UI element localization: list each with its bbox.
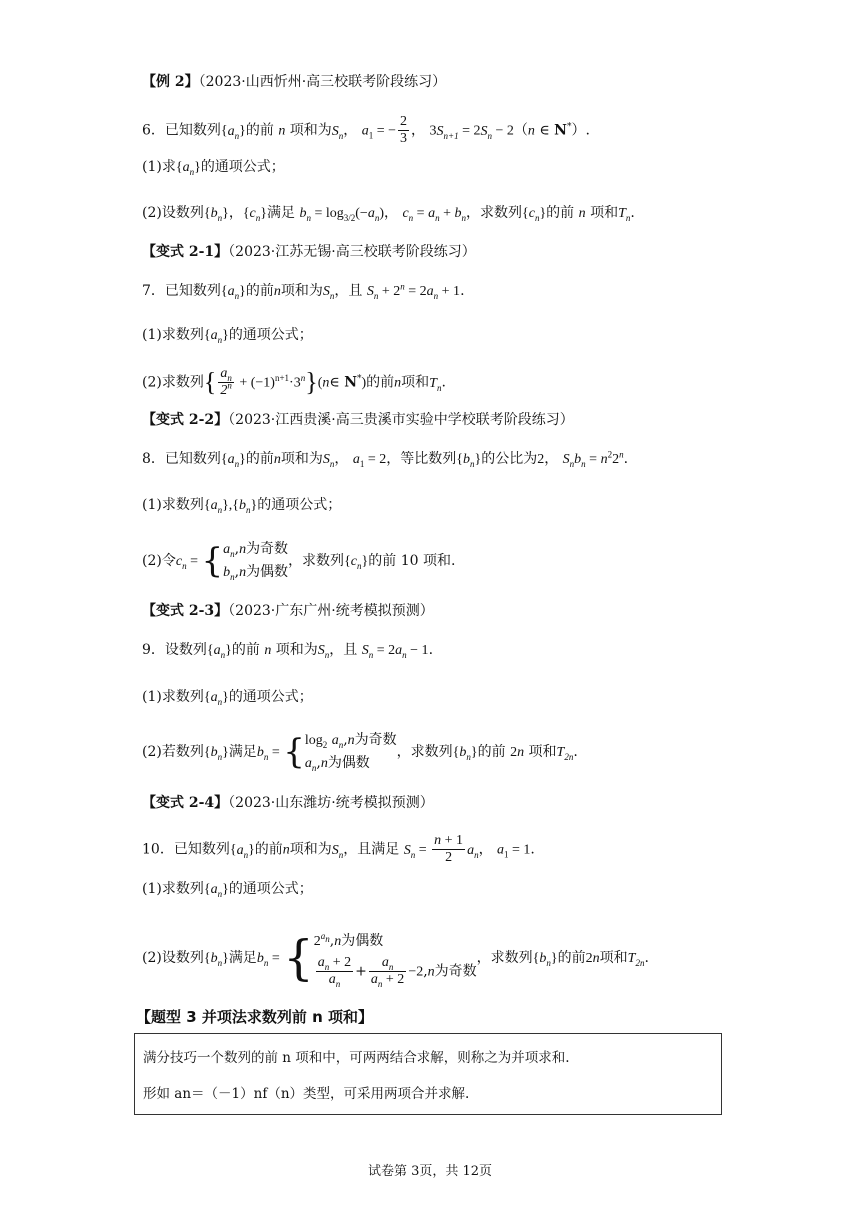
q6-text: 6．已知数列	[142, 122, 221, 139]
variant-2-4-header	[142, 793, 434, 813]
q10-case2: 为奇数	[434, 963, 477, 980]
q6-part-2: (2)设数列$\{b_n\}$，$\{c_n\}$满足 $b_n = \log_{3/2}(-a_n)$， $c_n = a_n + b_n$，求数列$\{c_n\}$的前 n 项和$T_n$.	[142, 205, 635, 223]
q7-p2-text-c: 项和	[401, 374, 430, 391]
q9-p1-text: (1)求数列	[142, 689, 204, 705]
q6-part-1: (1)求$\{a_n\}$的通项公式；	[142, 159, 285, 177]
q7-p1-text-b: 的通项公式；	[228, 327, 313, 343]
variant-tag: 【变式 2-1】	[142, 244, 229, 260]
q8-p2-text: (2)令	[142, 553, 176, 569]
q9-case1: 为奇数	[354, 732, 397, 748]
q10-p1-text-b: 的通项公式；	[228, 881, 313, 897]
q9-p2-text-c: ，求数列	[396, 744, 453, 760]
variant-source: （2023·广东广州·统考模拟预测）	[228, 603, 434, 619]
q6-text-c: 项和为	[289, 122, 332, 139]
example-source: （2023·山西忻州·高三校联考阶段练习）	[198, 74, 447, 90]
q10-p1-text: (1)求数列	[142, 881, 204, 897]
q7-part-1: (1)求数列$\{a_n\}$的通项公式；	[142, 327, 313, 345]
q10-p2-text-b: 满足	[228, 950, 257, 966]
question-9: 9．设数列$\{a_n\}$的前 n 项和为$S_n$，且 $S_n = 2a_n - 1$.	[142, 642, 434, 660]
q7-text: 7．已知数列	[142, 283, 221, 299]
q8-text: 8．已知数列	[142, 451, 221, 467]
tips-line-1: 满分技巧一个数列的前 n 项和中，可两两结合求解，则称之为并项求和.	[143, 1050, 570, 1066]
variant-source: （2023·山东潍坊·统考模拟预测）	[228, 795, 434, 811]
variant-tag: 【变式 2-3】	[142, 603, 229, 619]
section-title: 【题型 3 并项法求数列前 n 项和】	[136, 1008, 374, 1026]
q10-case1: 为偶数	[341, 933, 384, 949]
q9-case2: 为偶数	[327, 755, 370, 771]
q6-p2-text-d: 的前	[546, 205, 575, 221]
q9-text-c: 项和为	[275, 642, 318, 658]
q6-p2-text-b: 满足	[267, 205, 295, 221]
q10-p2-text-c: ，求数列	[476, 950, 533, 966]
q7-p2-text: (2)求数列	[142, 374, 204, 391]
variant-2-1-header	[142, 242, 476, 262]
q9-p2-text-e: 项和	[528, 744, 557, 760]
page-footer: 试卷第 3页，共 12页	[367, 1164, 493, 1179]
question-8: 8．已知数列$\{a_n\}$的前n项和为$S_n$， $a_1 = 2$，等比数列$\{b_n\}$的公比为2， $S_nb_n = n^22^n$.	[142, 449, 629, 469]
q10-text: 10．已知数列	[142, 841, 230, 858]
q6-p2-text-c: ，求数列	[465, 205, 522, 221]
q8-p2-text-c: 的前 10 项和.	[368, 553, 456, 569]
variant-2-3-header	[142, 601, 434, 621]
tips-line-2: 形如 an＝（－1）nf（n）类型，可采用两项合并求解.	[143, 1086, 470, 1102]
q10-text-b: 的前	[254, 841, 283, 858]
q6-p2-text-e: 项和	[590, 205, 619, 221]
q7-part-2: (2)求数列{ $\frac{a_n}{2^n}$ + $(-1)^{n+1}\cdot 3^n\}(n\in$ N*)的前n项和$T_n$.	[142, 366, 446, 398]
q9-text: 9．设数列	[142, 642, 207, 658]
q10-part-1: (1)求数列$\{a_n\}$的通项公式；	[142, 881, 313, 899]
q8-p1-text: (1)求数列	[142, 497, 204, 513]
q10-p2-text-d: 的前	[557, 950, 586, 966]
q8-text-c: 项和为	[280, 451, 323, 467]
q9-part-2: (2)若数列$\{b_n\}$满足$b_n$ = { $\log_2 a_n,n$为奇数 $a_n,n$为偶数 ，求数列$\{b_n\}$的前 2n 项和$T_{2n}$.	[142, 732, 578, 773]
question-7: 7．已知数列$\{a_n\}$的前n项和为$S_n$，且 $S_n + 2^n = 2a_n + 1$.	[142, 281, 465, 301]
q6-p1-text-b: 的通项公式；	[200, 159, 285, 175]
q7-p2-text-b: 的前	[366, 374, 395, 391]
variant-2-2-header	[142, 410, 574, 430]
q9-p2-text: (2)若数列	[142, 744, 204, 760]
q7-p1-text: (1)求数列	[142, 327, 204, 343]
q9-text-b: 的前	[231, 642, 260, 658]
variant-source: （2023·江苏无锡·高三校联考阶段练习）	[228, 244, 476, 260]
q9-p1-text-b: 的通项公式；	[228, 689, 313, 705]
q9-text-d: ，且	[329, 642, 358, 658]
q7-text-d: ，且	[334, 283, 363, 299]
q8-case2: 为偶数	[246, 564, 289, 580]
example-2-header	[142, 72, 446, 92]
q8-part-1: (1)求数列$\{a_n\},\{b_n\}$的通项公式；	[142, 497, 342, 515]
q10-p2-text: (2)设数列	[142, 950, 204, 966]
tips-box	[134, 1033, 722, 1115]
q6-p1-text: (1)求	[142, 159, 176, 175]
q7-text-c: 项和为	[280, 283, 323, 299]
q10-part-2: (2)设数列$\{b_n\}$满足$b_n$ = { $2^{a_n},n$为偶数 $\frac{a_n + 2}{a_n}$ + $\frac{a_n}{a_n + 2}$ −2,n为奇数 ，求数列$\{b_n\}$的前2n项和$T_{2n}$.	[142, 930, 649, 989]
q8-text-d: ，等比数列	[386, 451, 457, 467]
variant-tag: 【变式 2-4】	[142, 795, 229, 811]
q6-p2-text: (2)设数列	[142, 205, 204, 221]
q8-text-e: 的公比为	[481, 451, 538, 467]
q8-part-2: (2)令$c_n$ = { $a_n,n$为奇数 $b_n,n$为偶数 ，求数列$\{c_n\}$的前 10 项和.	[142, 541, 456, 582]
q10-p2-text-e: 项和	[599, 950, 628, 966]
q8-text-b: 的前	[245, 451, 274, 467]
example-tag: 【例 2】	[142, 74, 199, 90]
q7-text-b: 的前	[245, 283, 274, 299]
variant-source: （2023·江西贵溪·高三贵溪市实验中学校联考阶段练习）	[228, 412, 574, 428]
q6-text-b: 的前	[245, 122, 274, 139]
q9-p2-text-b: 满足	[228, 744, 257, 760]
q9-part-1: (1)求数列$\{a_n\}$的通项公式；	[142, 689, 313, 707]
q8-p2-text-b: ，求数列	[288, 553, 345, 569]
q9-p2-text-d: 的前	[477, 744, 506, 760]
q10-text-c: 项和为	[289, 841, 332, 858]
q8-case1: 为奇数	[246, 541, 289, 557]
q10-text-d: ，且满足	[343, 841, 400, 858]
variant-tag: 【变式 2-2】	[142, 412, 229, 428]
question-10: 10．已知数列$\{a_n\}$的前n项和为$S_n$，且满足 $S_n$ = $\frac{n + 1}{2}$ $a_n$， $a_1 = 1$.	[142, 833, 535, 865]
question-6: 6．已知数列$\{a_n\}$的前 n 项和为$S_n$， $a_1$ = − $\frac{2}{3}$ ， $3S_{n+1} = 2S_n - 2(n$ ∈ N*）.	[142, 114, 590, 146]
q8-p1-text-b: 的通项公式；	[257, 497, 342, 513]
